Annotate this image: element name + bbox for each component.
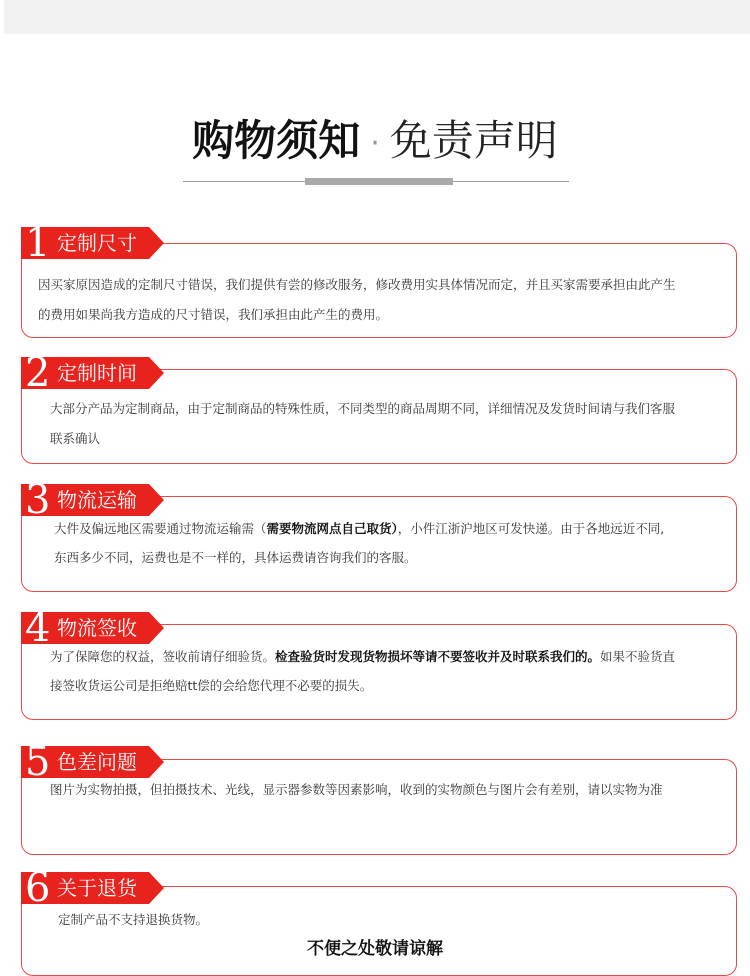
section-2-number: 2 (25, 350, 51, 396)
section-5-tag (21, 739, 166, 785)
section-6-text-line1: 定制产品不支持退换货物。 (58, 912, 209, 927)
title-main: 购物须知 (192, 116, 361, 165)
title-divider-bar (305, 178, 453, 185)
top-bar (4, 0, 750, 34)
section-3-text-part1: 大件及偏远地区需要通过物流运输需（ (54, 521, 267, 536)
section-1-text-line1: 因买家原因造成的定制尺寸错误，我们提供有尝的修改服务，修改费用实具体情况而定，并且买家需要承担由此产生 (38, 277, 676, 292)
section-3-text-line1 (54, 514, 664, 544)
section-5-number: 5 (25, 739, 51, 785)
section-4-text-part1: 为了保障您的权益，签收前请仔细验货。 (50, 649, 276, 664)
closing-statement: 不便之处敬请谅解 (307, 939, 443, 959)
section-1-title: 定制尺寸 (57, 231, 137, 255)
page-title (0, 108, 750, 168)
section-1-number: 1 (25, 220, 51, 266)
section-4-text-line2: 接签收货运公司是拒绝赔tt偿的会给您代理不必要的损失。 (50, 678, 373, 693)
section-5-text-line1: 图片为实物拍摄，但拍摄技术、光线，显示器参数等因素影响，收到的实物颜色与图片会有差别，请以实物为准 (50, 782, 663, 797)
section-4-number: 4 (25, 605, 51, 651)
section-3-text-part3: ，小件江浙沪地区可发快递。由于各地远近不同, (397, 521, 665, 536)
section-6-tag (21, 865, 166, 911)
section-4-tag (21, 605, 166, 651)
section-3-text-bold: 需要物流网点自己取货） (266, 521, 398, 536)
section-4-text-line1 (50, 642, 675, 672)
section-2-tag (21, 350, 166, 396)
section-2-text-line2: 联系确认 (50, 431, 101, 446)
section-4-title: 物流签收 (57, 616, 137, 640)
title-sub: 免责声明 (389, 116, 558, 165)
section-6-number: 6 (25, 865, 51, 911)
section-2-title: 定制时间 (57, 361, 137, 385)
section-3-title: 物流运输 (57, 488, 137, 512)
section-2-text-line1: 大部分产品为定制商品，由于定制商品的特殊性质，不同类型的商品周期不同，详细情况及发货时间请与我们客服 (50, 401, 676, 416)
title-separator: · (370, 126, 380, 161)
section-5-title: 色差问题 (57, 750, 137, 774)
section-3-number: 3 (25, 477, 51, 523)
section-3-text-line2: 东西多少不同，运费也是不一样的，具体运费请咨询我们的客服。 (54, 550, 417, 565)
section-4-text-part3: 如果不验货直 (600, 649, 676, 664)
section-1-tag (21, 220, 166, 266)
section-4-text-bold: 检查验货时发现货物损坏等请不要签收并及时联系我们的。 (275, 649, 601, 664)
section-1-text-line2: 的费用如果尚我方造成的尺寸错误，我们承担由此产生的费用。 (38, 307, 389, 322)
section-6-title: 关于退货 (57, 876, 137, 900)
section-3-tag (21, 477, 166, 523)
